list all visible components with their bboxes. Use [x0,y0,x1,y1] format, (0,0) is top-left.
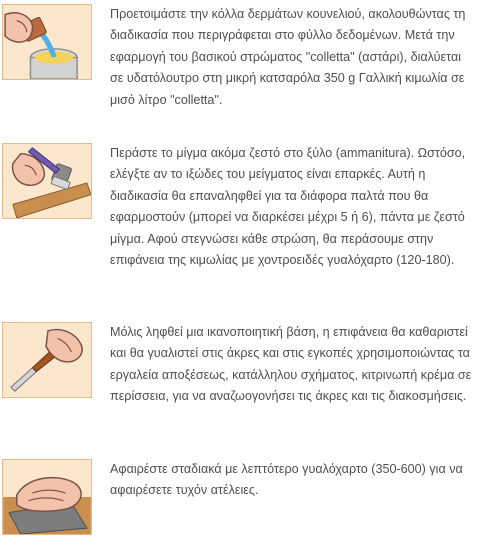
step-2-text: Περάστε το μίγμα ακόμα ζεστό στο ξύλο (ammanitura). Ωστόσο, ελέγξτε αν το ιξώδες του μείγματος είναι επαρκές. Αυτή η διαδικασία θα επαναληφθεί για τα διάφορα παλτά που θα εφαρμοστούν (μπορεί να διαρκέσει μέχρι 5 ή 6), πάντα με ζεστό μίγμα. Αφού στεγνώσει κάθε στρώση, θα περάσουμε στην επιφάνεια της κιμωλίας με χοντροειδές γυαλόχαρτο (120-180). [110,146,466,268]
step-1-text: Προετοιμάστε την κόλλα δερμάτων κουνελιού, ακολουθώντας τη διαδικασία που περιγράφεται στο φύλλο δεδομένων. Μετά την εφαρμογή του βασικού στρώματος "colletta" (αστάρι), διαλύεται σε υδατόλουτρο στη μικρή κατσαρόλα 350 g Γαλλική κιμωλία σε μισό λίτρο "colletta". [110,7,466,107]
step-4-text: Αφαιρέστε σταδιακά με λεπτότερο γυαλόχαρτο (350-600) για να αφαιρέσετε τυχόν ατέλειες. [110,462,463,498]
step-2-image [2,143,92,219]
step-1-image [2,4,92,80]
step-3-text: Μόλις ληφθεί μια ικανοποιητική βάση, η επιφάνεια θα καθαριστεί και θα γυαλιστεί στις άκρες και στις εγκοπές χρησιμοποιώντας τα εργαλεία αποξέσεως, κατάλληλου σχήματος, κιτρινωπή κρέμα σε περίσσεια, για να αναζωογονήσει τις άκρες και τις διακοσμήσεις. [110,325,472,404]
step-4-image [2,459,92,535]
chisel-icon [3,323,91,397]
glue-pouring-icon [3,5,91,79]
paintbrush-icon [3,144,91,218]
sanding-hand-icon [3,460,91,534]
step-3-image [2,322,92,398]
